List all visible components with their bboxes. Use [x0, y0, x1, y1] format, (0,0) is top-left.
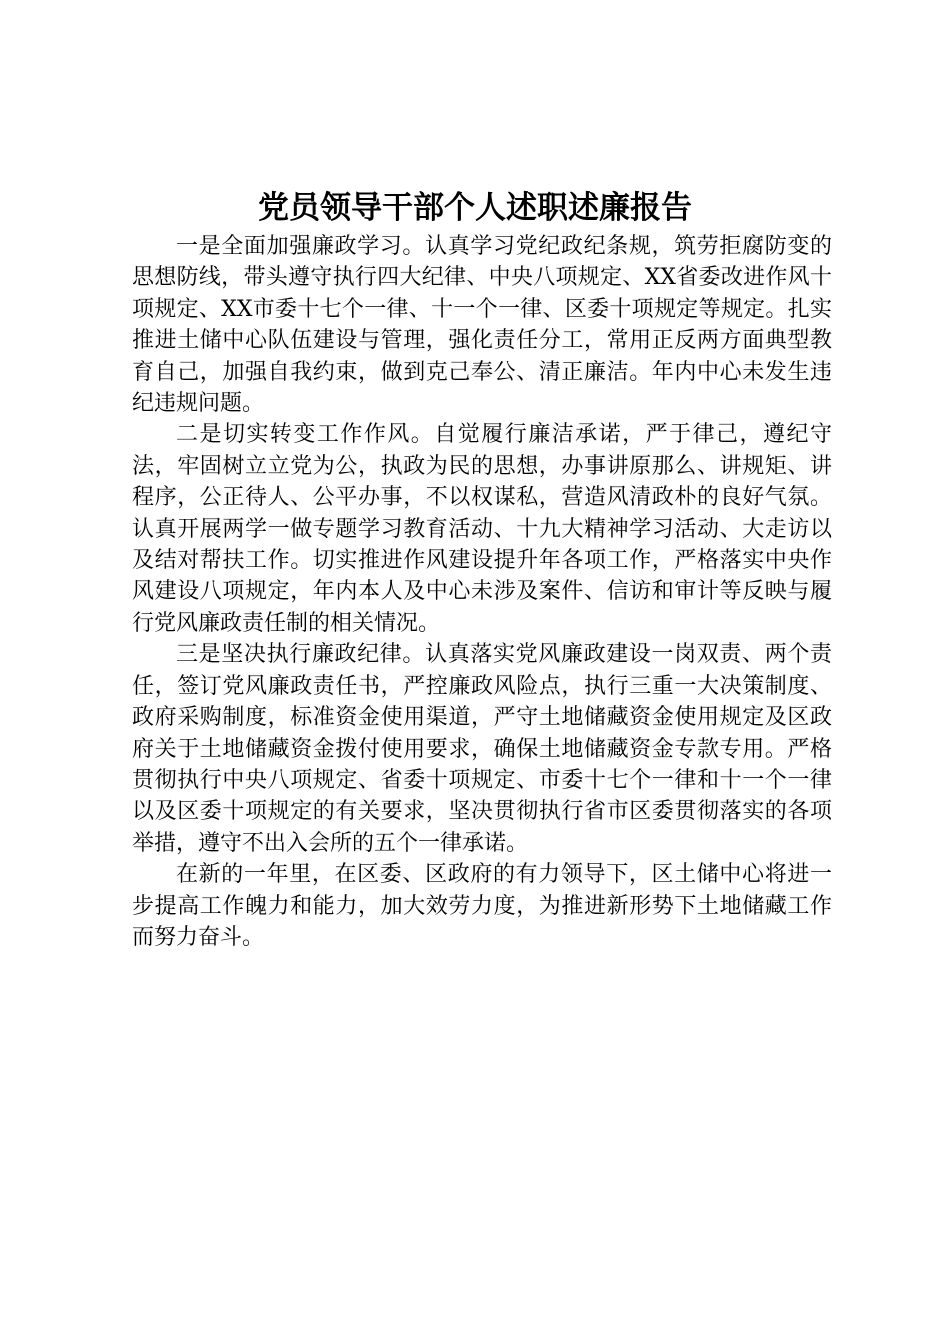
paragraph-new-year: 在新的一年里，在区委、区政府的有力领导下，区土储中心将进一步提高工作魄力和能力，加大效劳力度，为推进新形势下土地储藏工作而努力奋斗。	[132, 862, 832, 950]
paragraph-study: 一是全面加强廉政学习。认真学习党纪政纪条规，筑劳拒腐防变的思想防线，带头遵守执行四大纪律、中央八项规定、XX省委改进作风十项规定、XX市委十七个一律、十一个一律、区委十项规定等规定。扎实推进土储中心队伍建设与管理，强化责任分工，常用正反两方面典型教育自己，加强自我约束，做到克己奉公、清正廉洁。年内中心未发生违纪违规问题。	[132, 234, 832, 417]
paragraph-discipline: 三是坚决执行廉政纪律。认真落实党风廉政建设一岗双责、两个责任，签订党风廉政责任书，严控廉政风险点，执行三重一大决策制度、政府采购制度，标准资金使用渠道，严守土地储藏资金使用规定及区政府关于土地储藏资金拨付使用要求，确保土地储藏资金专款专用。严格贯彻执行中央八项规定、省委十项规定、市委十七个一律和十一个一律以及区委十项规定的有关要求，坚决贯彻执行省市区委贯彻落实的各项举措，遵守不出入会所的五个一律承诺。	[132, 642, 832, 856]
paragraph-work-style: 二是切实转变工作作风。自觉履行廉洁承诺，严于律己，遵纪守法，牢固树立立党为公，执政为民的思想，办事讲原那么、讲规矩、讲程序，公正待人、公平办事，不以权谋私，营造风清政朴的良好气氛。认真开展两学一做专题学习教育活动、十九大精神学习活动、大走访以及结对帮扶工作。切实推进作风建设提升年各项工作，严格落实中央作风建设八项规定，年内本人及中心未涉及案件、信访和审计等反映与履行党风廉政责任制的相关情况。	[132, 422, 832, 636]
document-body	[132, 231, 832, 953]
document-title: 党员领导干部个人述职述廉报告	[258, 190, 692, 226]
